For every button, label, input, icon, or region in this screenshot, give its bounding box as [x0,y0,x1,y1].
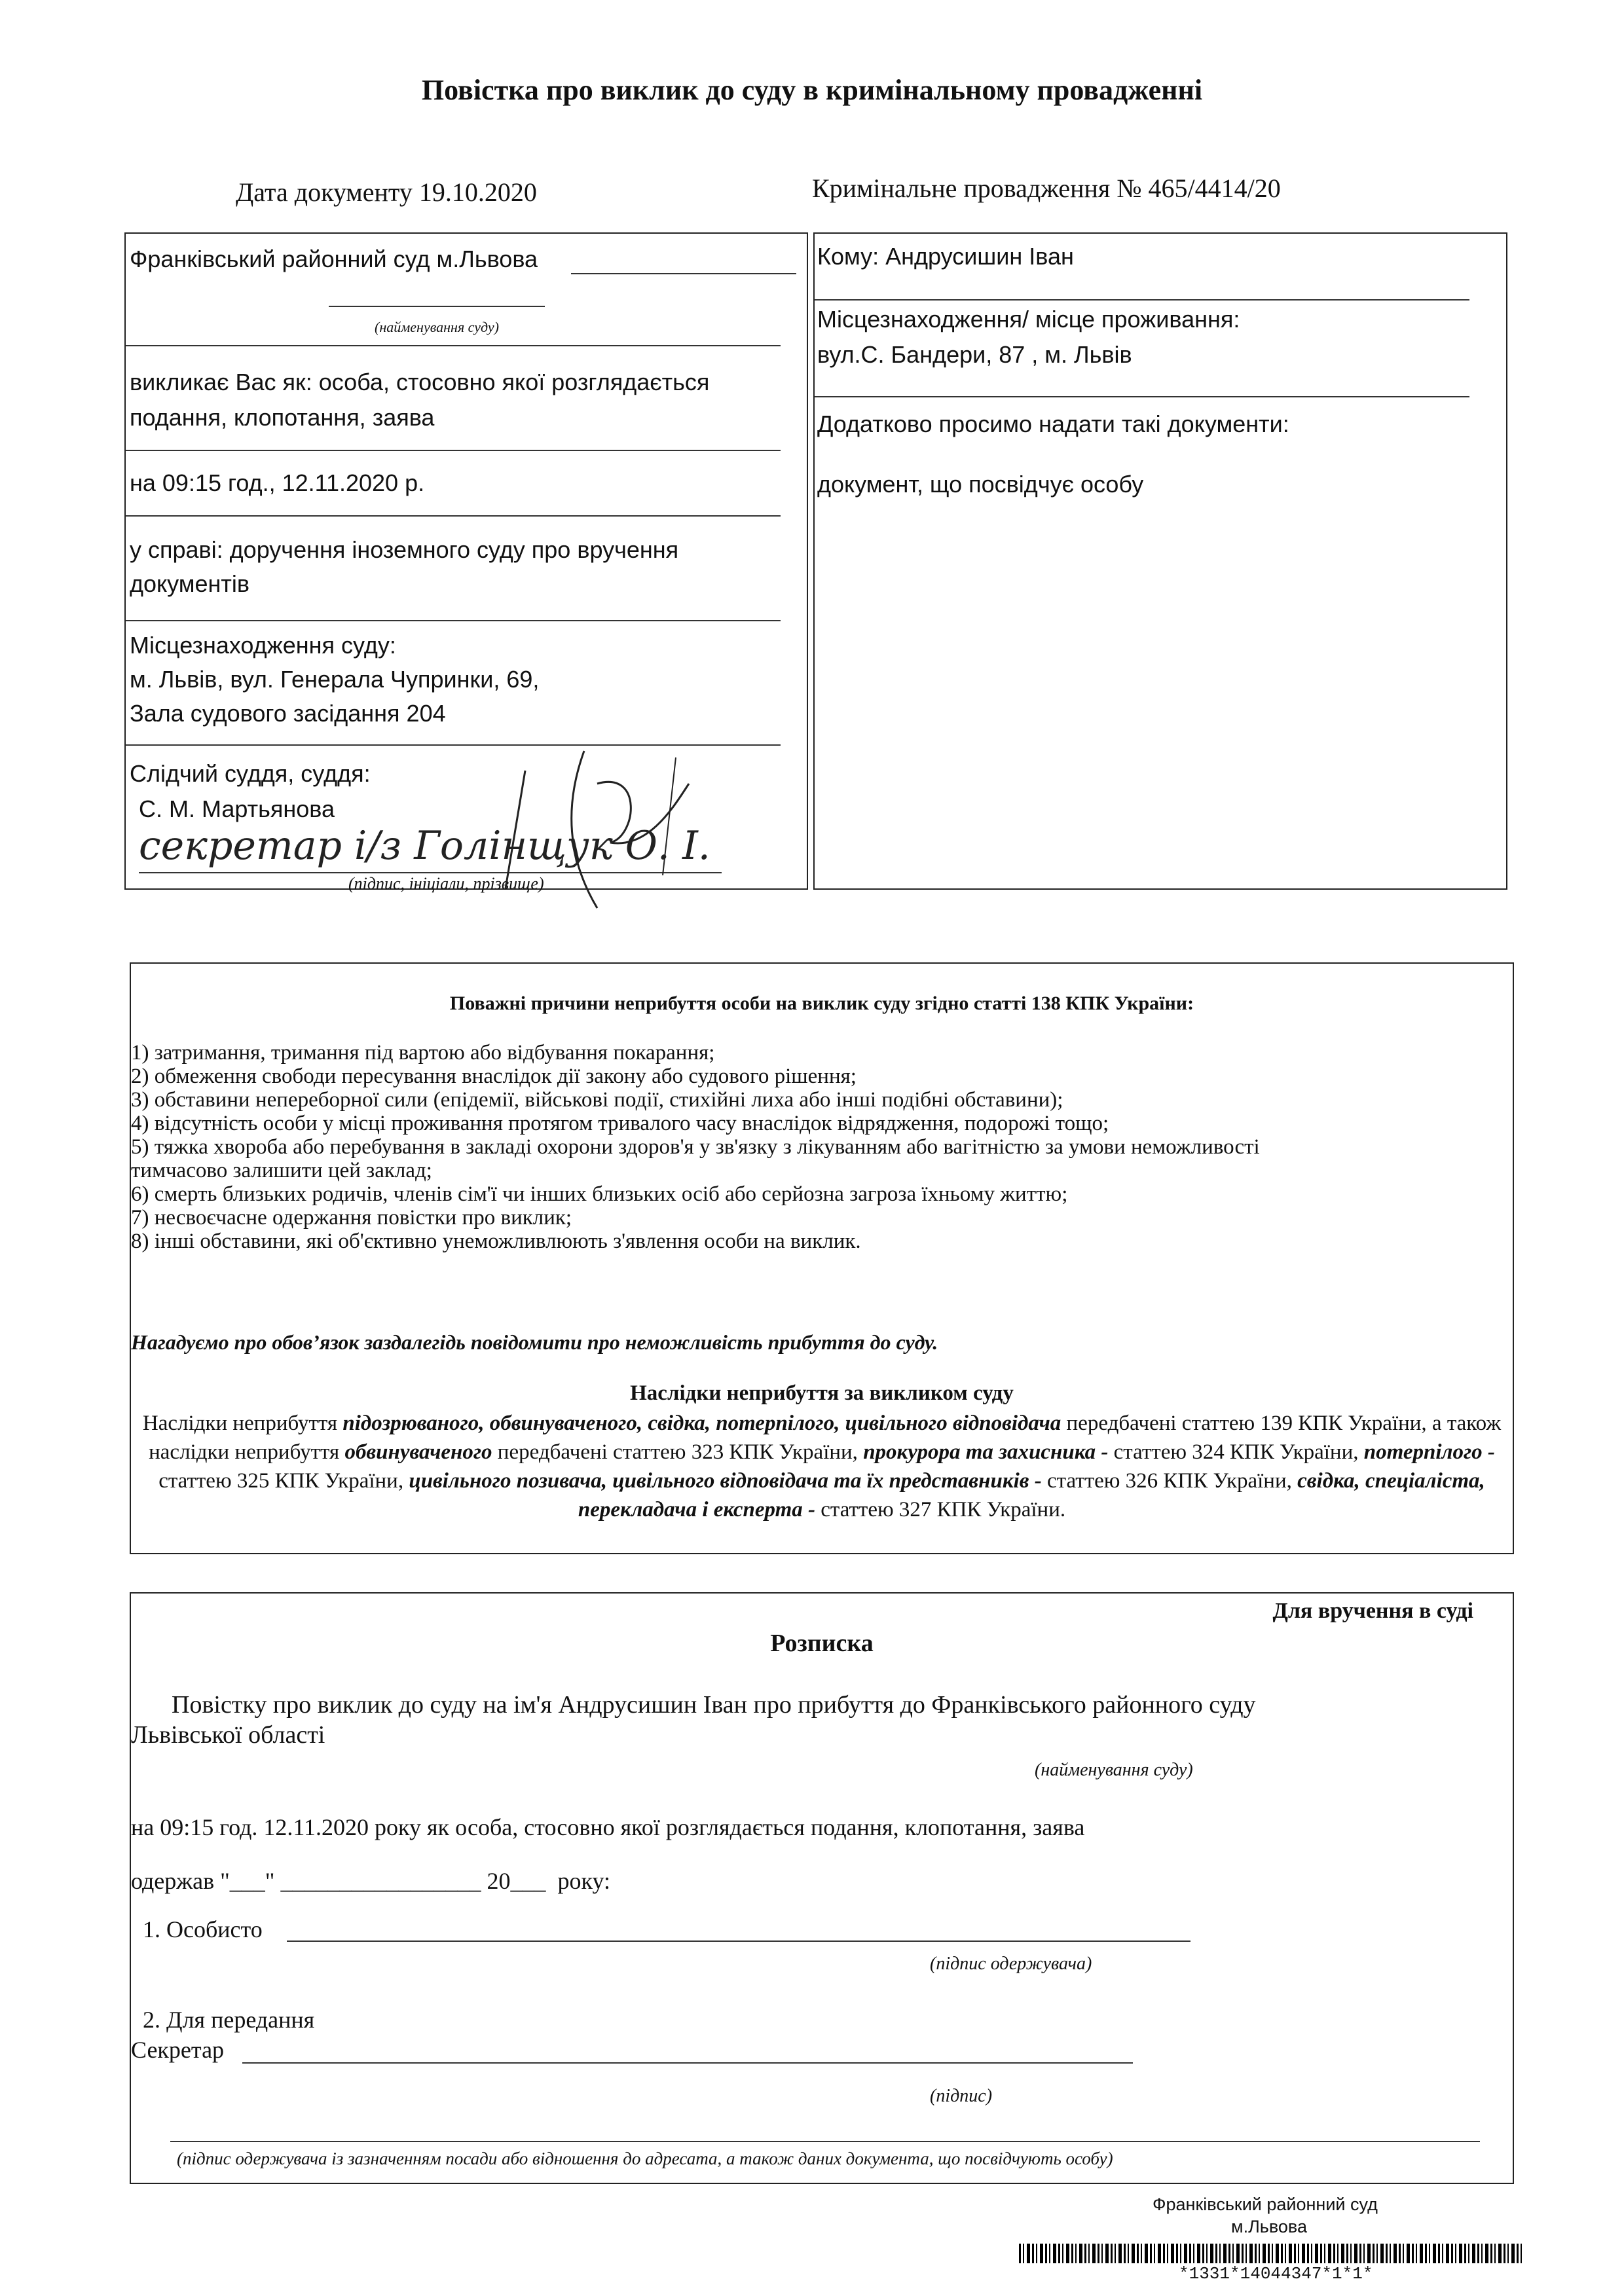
signature-scribble [479,744,846,915]
judge-label: Слідчий суддя, суддя: [130,760,371,787]
residence-address: вул.С. Бандери, 87 , м. Львів [817,341,1132,368]
document-title: Повістка про виклик до суду в кримінальному провадженні [421,74,1203,106]
reason-item: 4) відсутність особи у місці проживання протягом тривалого часу внаслідок відрядження, подорожі тощо; [131,1112,1109,1135]
reason-item: 5) тяжка хвороба або перебування в закладі охорони здоров'я у зв'язку з лікуванням або вагітністю за умови неможливості [131,1135,1260,1159]
residence-label: Місцезнаходження/ місце проживання: [817,306,1240,333]
case-subject-line2: документів [130,570,250,597]
reason-item: 8) інші обставини, які об'єктивно унеможливлюють з'явлення особи на виклик. [131,1230,861,1253]
reason-item: 6) смерть близьких родичів, членів сім'ї чи інших близьких осіб або серйозна загроза їхньому життю; [131,1182,1068,1206]
footer-sig-line [170,2141,1480,2142]
secretary-label: Секретар [131,2037,225,2063]
footer-caption: (підпис одержувача із зазначенням посади або відношення до адресата, а також даних документа, що посвідчують особу) [177,2149,1113,2168]
receipt-title: Розписка [770,1630,874,1657]
personal-sig-line [287,1941,1190,1942]
received-date-line: одержав "___" _________________ 20___ року: [131,1868,611,1894]
court-caption-line [329,306,545,307]
summon-role-line2: подання, клопотання, заява [130,404,435,431]
reason-item: 7) несвоєчасне одержання повістки про виклик; [131,1206,572,1230]
court-address: м. Львів, вул. Генерала Чупринки, 69, [130,666,540,693]
extra-docs-label: Додатково просимо надати такі документи: [817,410,1289,437]
criminal-case-number: Кримінальне провадження № 465/4414/20 [812,173,1281,203]
reminder-text: Нагадуємо про обов’язок заздалегідь повідомити про неможливість прибуття до суду. [131,1330,938,1354]
consequences-text: Наслідки неприбуття підозрюваного, обвинуваченого, свідка, потерпілого, цивільного відповідача передбачені статтею 139 КПК України, а також наслідки неприбуття обвинуваченого передбачені статтею 323 КПК України, прокурора та захисника - статтею 324 КПК України, потерпілого - статтею 325 КПК України, цивільного позивача, цивільного відповідача та їх представників - статтею 326 КПК України, свідка, спеціаліста, перекладача і експерта - статтею 327 КПК України. [142,1412,1502,1522]
receipt-time-line: на 09:15 год. 12.11.2020 року як особа, стосовно якої розглядається подання, клопотання, заява [131,1814,1085,1840]
secretary-sig-caption: (підпис) [930,2086,993,2106]
receipt-summons-line: Повістку про виклик до суду на ім'я Андрусишин Іван про прибуття до Франківського районного суду [172,1691,1256,1719]
summon-role-line1: викликає Вас як: особа, стосовно якої розглядається [130,369,710,395]
handwritten-signature: секретар і/з Голінщук О. І. [139,823,710,869]
reason-item: 3) обставини непереборної сили (епідемії, військові події, стихійні лиха або інші подібні обставини); [131,1088,1063,1112]
reasons-heading: Поважні причини неприбуття особи на виклик суду згідно статті 138 КПК України: [449,993,1194,1014]
extra-docs-value: документ, що посвідчує особу [817,471,1144,498]
barcode [1019,2244,1523,2263]
document-date: Дата документу 19.10.2020 [236,177,537,207]
divider [126,515,781,517]
court-location-label: Місцезнаходження суду: [130,632,396,659]
transfer-label: 2. Для передання [143,2007,315,2033]
court-name: Франківський районний суд м.Львова [130,246,538,272]
secretary-sig-line [242,2062,1133,2064]
for-court-label: Для вручення в суді [1272,1599,1473,1623]
court-info-box [124,232,808,893]
court-hall: Зала судового засідання 204 [130,700,446,727]
court-caption: (найменування суду) [375,319,499,335]
judge-name: С. М. Мартьянова [139,795,335,822]
personal-label: 1. Особисто [143,1916,263,1942]
divider [815,299,1469,301]
reason-item: 1) затримання, тримання під вартою або відбування покарання; [131,1041,715,1065]
recipient-name: Кому: Андрусишин Іван [817,243,1074,270]
divider [126,345,781,346]
receipt-court-caption: (найменування суду) [1035,1760,1193,1780]
reason-item: 2) обмеження свободи пересування внаслідок дії закону або судового рішення; [131,1065,857,1088]
divider [126,620,781,621]
receipt-box [130,1592,1514,2184]
recipient-info-box [813,232,1507,890]
valid-reasons-box [130,962,1514,1554]
receipt-region: Львівської області [131,1721,325,1749]
divider [126,450,781,451]
reason-item: тимчасово залишити цей заклад; [131,1159,432,1182]
signature-caption: (підпис, ініціали, прізвище) [348,874,544,893]
divider [815,396,1469,397]
court-name-line [571,273,796,274]
hearing-time: на 09:15 год., 12.11.2020 р. [130,469,425,496]
reasons-list [131,1041,1260,1253]
stamp-court-name: Франківський районний суд [1153,2195,1378,2214]
consequences-heading: Наслідки неприбуття за викликом суду [630,1381,1014,1405]
stamp-court-city: м.Львова [1231,2217,1307,2236]
case-subject-line1: у справі: доручення іноземного суду про вручення [130,536,679,563]
barcode-text: *1331*14044347*1*1* [1179,2264,1373,2284]
recipient-sig-caption: (підпис одержувача) [930,1954,1092,1974]
